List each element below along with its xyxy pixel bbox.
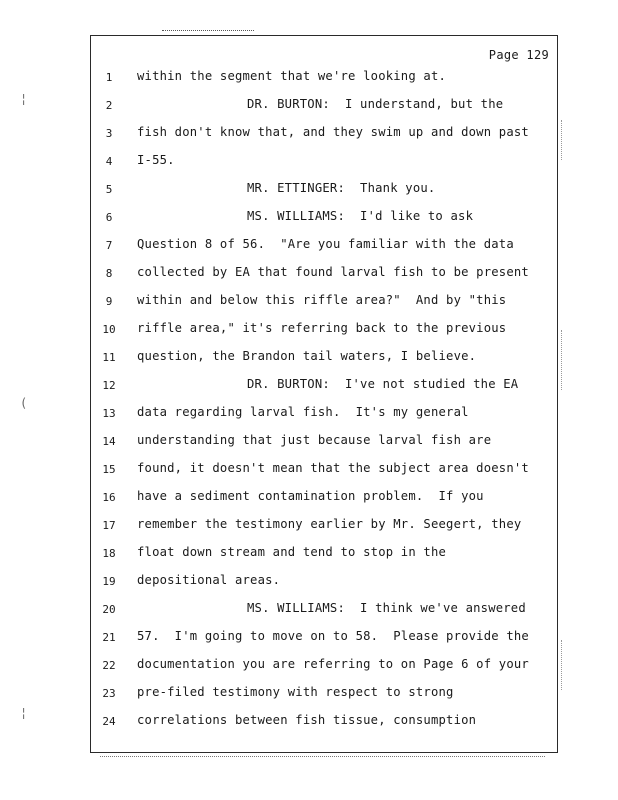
transcript-line: correlations between fish tissue, consumption — [137, 713, 477, 727]
line-number: 22 — [102, 659, 116, 672]
transcript-line: pre-filed testimony with respect to strong — [137, 685, 454, 699]
transcript-line: DR. BURTON: I've not studied the EA — [247, 377, 519, 391]
transcript-line: documentation you are referring to on Page 6 of your — [137, 657, 529, 671]
transcript-page — [90, 35, 558, 753]
transcript-line: have a sediment contamination problem. If you — [137, 489, 484, 503]
transcript-line: MS. WILLIAMS: I think we've answered — [247, 601, 526, 615]
right-margin-dots — [561, 120, 563, 160]
transcript-line: question, the Brandon tail waters, I believe. — [137, 349, 477, 363]
line-number: 6 — [105, 211, 113, 224]
transcript-line: depositional areas. — [137, 573, 281, 587]
line-number: 3 — [105, 127, 113, 140]
line-number: 5 — [105, 183, 113, 196]
line-number: 1 — [105, 71, 113, 84]
left-margin-mark: ( — [20, 396, 28, 410]
right-margin-dots — [561, 330, 563, 390]
bottom-scan-artifact — [100, 756, 545, 759]
transcript-line: collected by EA that found larval fish to be present — [137, 265, 529, 279]
transcript-line: MR. ETTINGER: Thank you. — [247, 181, 436, 195]
line-number: 11 — [102, 351, 116, 364]
transcript-line: within the segment that we're looking at. — [137, 69, 447, 83]
line-number: 12 — [102, 379, 116, 392]
line-number: 13 — [102, 407, 116, 420]
transcript-line: I-55. — [137, 153, 175, 167]
line-number: 16 — [102, 491, 116, 504]
transcript-line: remember the testimony earlier by Mr. Seegert, they — [137, 517, 522, 531]
line-number: 17 — [102, 519, 116, 532]
line-number: 23 — [102, 687, 116, 700]
line-number: 2 — [105, 99, 113, 112]
line-number: 7 — [105, 239, 113, 252]
line-number: 21 — [102, 631, 116, 644]
line-number: 14 — [102, 435, 116, 448]
line-number: 8 — [105, 267, 113, 280]
line-number: 9 — [105, 295, 113, 308]
line-number: 18 — [102, 547, 116, 560]
transcript-line: found, it doesn't mean that the subject area doesn't — [137, 461, 529, 475]
line-number: 24 — [102, 715, 116, 728]
transcript-line: data regarding larval fish. It's my general — [137, 405, 469, 419]
transcript-line: MS. WILLIAMS: I'd like to ask — [247, 209, 474, 223]
transcript-line: within and below this riffle area?" And by "this — [137, 293, 507, 307]
left-margin-mark: ¦ — [20, 706, 28, 720]
right-margin-dots — [561, 640, 563, 690]
top-scan-artifact — [162, 30, 254, 33]
transcript-line: DR. BURTON: I understand, but the — [247, 97, 504, 111]
transcript-line: 57. I'm going to move on to 58. Please provide the — [137, 629, 529, 643]
transcript-line: Question 8 of 56. "Are you familiar with the data — [137, 237, 514, 251]
line-number: 20 — [102, 603, 116, 616]
line-number: 4 — [105, 155, 113, 168]
transcript-line: float down stream and tend to stop in the — [137, 545, 447, 559]
page-number: Page 129 — [488, 48, 549, 62]
transcript-line: riffle area," it's referring back to the previous — [137, 321, 507, 335]
line-number: 15 — [102, 463, 116, 476]
line-number: 10 — [102, 323, 116, 336]
line-number: 19 — [102, 575, 116, 588]
left-margin-mark: ¦ — [20, 92, 28, 106]
transcript-line: fish don't know that, and they swim up and down past — [137, 125, 529, 139]
transcript-line: understanding that just because larval fish are — [137, 433, 492, 447]
